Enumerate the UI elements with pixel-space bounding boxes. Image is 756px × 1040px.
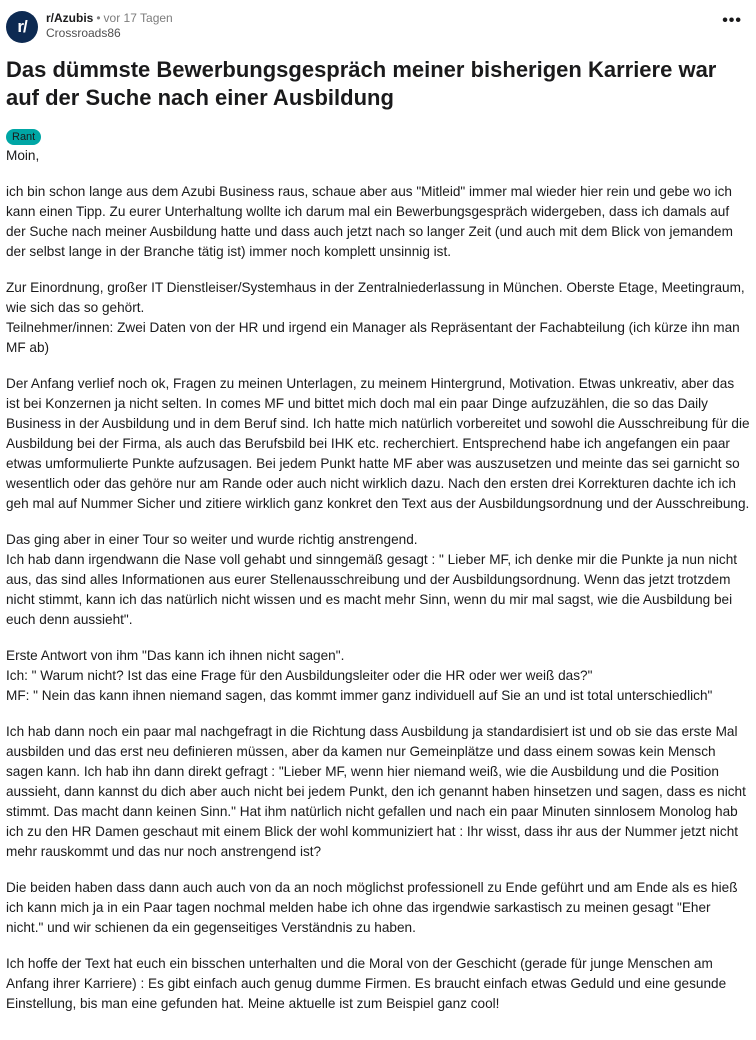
body-line: Ich hab dann noch ein paar mal nachgefragt in die Richtung dass Ausbildung ja standardisiert ist und ob sie das erste Mal ausbilden und das erst neu definieren müssen, aber da kamen nur Gemeinplätze und dass einem sowas kein Mensch sagen kann. Ich hab ihn dann direkt gefragt : "Lieber MF, wenn hier niemand weiß, wie die Ausbildung und die Position aussieht, dann kannst du dich aber auch nicht bei jedem Punkt, den ich genannt haben hinsetzen und sagen, dass es nicht stimmt. Das macht dann keinen Sinn." Hat ihm natürlich nicht gefallen und nach ein paar Minuten sinnlosem Monolog hab ich zu den HR Damen geschaut mit einem Blick der wohl kommuniziert hat : Ihr wisst, dass ihr aus der Nummer jetzt nicht mehr rauskommt und das nur noch anstrengend ist?	[6, 724, 746, 859]
body-line: Ich: " Warum nicht? Ist das eine Frage für den Ausbildungsleiter oder die HR oder wer weiß das?"	[6, 668, 593, 683]
body-line: Die beiden haben dass dann auch auch von da an noch möglichst professionell zu Ende geführt und am Ende als es hieß ich kann mich ja in ein Paar tagen nochmal melden habe ich ohne das irgendwie sarkastisch zu meinen gesagt "Eher nicht." und wir schienen da ein gegenseitiges Verständnis zu haben.	[6, 880, 738, 935]
body-paragraph	[6, 954, 750, 1014]
body-line: ich bin schon lange aus dem Azubi Business raus, schaue aber aus "Mitleid" immer mal wieder hier rein und gebe wo ich kann einen Tipp. Zu eurer Unterhaltung wollte ich darum mal ein Bewerbungsgespräch widergeben, dass ich damals auf der Suche nach meiner Ausbildung hatte und dass auch jetzt nach so langer Zeit (und auch mit dem Blick von jemandem der selbst lange in der Branche tätig ist) immer noch komplett unsinnig ist.	[6, 184, 733, 259]
meta-separator: •	[96, 11, 101, 25]
body-paragraph	[6, 530, 750, 630]
body-line: Zur Einordnung, großer IT Dienstleiser/Systemhaus in der Zentralniederlassung in München. Oberste Etage, Meetingraum, wie sich das so gehört.	[6, 280, 745, 315]
body-paragraph	[6, 182, 750, 262]
body-line: MF: " Nein das kann ihnen niemand sagen, das kommt immer ganz individuell auf Sie an und ist total unterschiedlich"	[6, 688, 713, 703]
body-paragraph	[6, 146, 750, 166]
subreddit-link[interactable]: r/Azubis	[46, 11, 94, 25]
post-header	[6, 8, 750, 48]
more-options-icon[interactable]: •••	[722, 12, 742, 29]
post-title: Das dümmste Bewerbungsgespräch meiner bisherigen Karriere war auf der Suche nach einer Ausbildung	[6, 57, 717, 110]
post-meta	[46, 11, 173, 41]
post-body	[6, 146, 750, 1014]
author-link[interactable]: Crossroads86	[46, 26, 121, 40]
body-paragraph	[6, 722, 750, 862]
body-paragraph	[6, 878, 750, 938]
body-line: Ich hab dann irgendwann die Nase voll gehabt und sinngemäß gesagt : " Lieber MF, ich denke mir die Punkte ja nun nicht aus, das sind alles Informationen aus eurer Stellenausschreibung und der Ausbildungsordnung. Wenn das jetzt trotzdem nicht stimmt, kann ich das natürlich nicht wissen und es macht mehr Sinn, wenn du mir mal sagst, wie die Ausbildung bei euch denn aussieht".	[6, 552, 738, 627]
body-line: Teilnehmer/innen: Zwei Daten von der HR und irgend ein Manager als Repräsentant der Fachabteilung (ich kürze ihn man MF ab)	[6, 320, 740, 355]
body-line: Moin,	[6, 148, 40, 163]
flair-badge[interactable]: Rant	[6, 129, 41, 145]
body-line: Ich hoffe der Text hat euch ein bisschen unterhalten und die Moral von der Geschicht (gerade für junge Menschen am Anfang ihrer Karriere) : Es gibt einfach auch genug dumme Firmen. Es braucht einfach etwas Geduld und eine gesunde Einstellung, bis man eine gefunden hat. Meine aktuelle ist zum Beispiel ganz cool!	[6, 956, 727, 1011]
body-paragraph	[6, 646, 750, 706]
subreddit-avatar[interactable]: r/	[6, 11, 38, 43]
body-line: Das ging aber in einer Tour so weiter und wurde richtig anstrengend.	[6, 532, 418, 547]
body-line: Erste Antwort von ihm "Das kann ich ihnen nicht sagen".	[6, 648, 345, 663]
body-paragraph	[6, 278, 750, 358]
body-paragraph	[6, 374, 750, 514]
post-time: vor 17 Tagen	[103, 11, 173, 25]
body-line: Der Anfang verlief noch ok, Fragen zu meinen Unterlagen, zu meinem Hintergrund, Motivation. Etwas unkreativ, aber das ist bei Konzernen ja nicht selten. In comes MF und bittet mich doch mal ein paar Dinge aufzuzählen, die so das Daily Business in der Ausbildung und in dem Beruf sind. Ich hatte mich natürlich vorbereitet und sowohl die Ausschreibung für die Ausbildung bei der Firma, als auch das Berufsbild bei IHK etc. recherchiert. Entsprechend habe ich angefangen ein paar etwas umformulierte Punkte aufzusagen. Bei jedem Punkt hatte MF aber was auszusetzen und meinte das sei garnicht so wesentlich oder das gehöre nur am Rande oder auch nicht wirklich dazu. Nach den ersten drei Korrekturen dachte ich ich geh mal auf Nummer Sicher und zitiere wirklich ganz konkret den Text aus der Ausbildungsordnung und der Ausschreibung.	[6, 376, 750, 511]
